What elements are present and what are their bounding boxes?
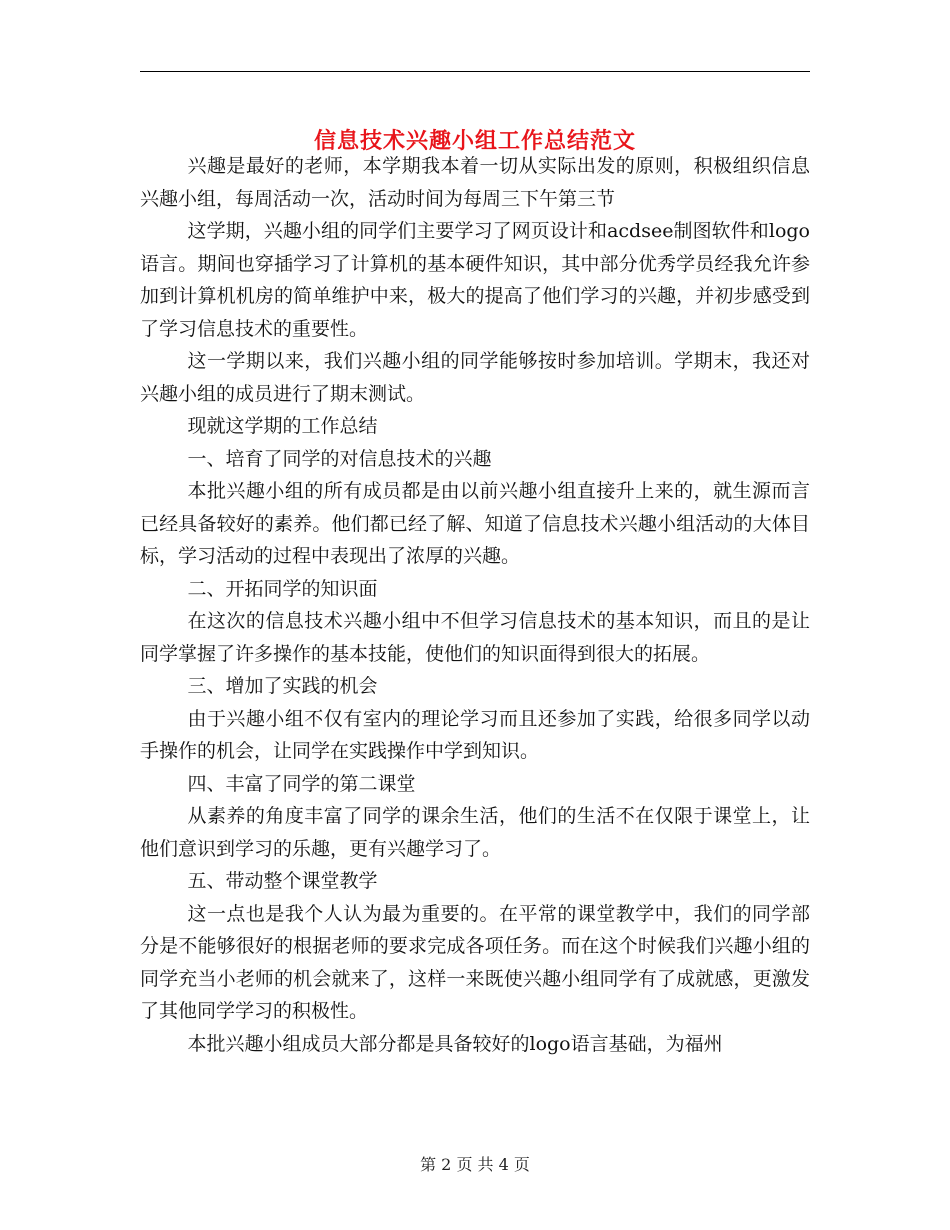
- paragraph: 在这次的信息技术兴趣小组中不但学习信息技术的基本知识，而且的是让同学掌握了许多操作的基本技能，使他们的知识面得到很大的拓展。: [140, 610, 810, 665]
- section-heading: 二、开拓同学的知识面: [187, 577, 378, 600]
- paragraph: 这一点也是我个人认为最为重要的。在平常的课堂教学中，我们的同学部分是不能够很好的根据老师的要求完成各项任务。而在这个时候我们兴趣小组的同学充当小老师的机会就来了，这样一来既使兴趣小组同学有了成就感，更激发了其他同学学习的积极性。: [140, 902, 810, 1022]
- header-rule: [140, 71, 810, 72]
- document-title: 信息技术兴趣小组工作总结范文: [313, 127, 636, 154]
- paragraph: 这一学期以来，我们兴趣小组的同学能够按时参加培训。学期末，我还对兴趣小组的成员进行了期末测试。: [140, 350, 810, 405]
- section-heading: 三、增加了实践的机会: [187, 675, 378, 697]
- paragraph: 兴趣是最好的老师，本学期我本着一切从实际出发的原则，积极组织信息兴趣小组，每周活动一次，活动时间为每周三下午第三节: [140, 155, 810, 210]
- document-body: [140, 150, 810, 1060]
- paragraph: 现就这学期的工作总结: [187, 415, 378, 437]
- paragraph: 本批兴趣小组成员大部分都是具备较好的logo语言基础，为福州: [187, 1032, 723, 1055]
- page-number-footer: 第 2 页 共 4 页: [420, 1155, 530, 1174]
- section-heading: 四、丰富了同学的第二课堂: [187, 772, 416, 795]
- paragraph: 从素养的角度丰富了同学的课余生活，他们的生活不在仅限于课堂上，让他们意识到学习的乐趣，更有兴趣学习了。: [140, 805, 810, 860]
- section-heading: 五、带动整个课堂教学: [187, 870, 378, 892]
- section-heading: 一、培育了同学的对信息技术的兴趣: [187, 447, 492, 470]
- paragraph: 本批兴趣小组的所有成员都是由以前兴趣小组直接升上来的，就生源而言已经具备较好的素养。他们都已经了解、知道了信息技术兴趣小组活动的大体目标，学习活动的过程中表现出了浓厚的兴趣。: [140, 480, 810, 567]
- paragraph: 这学期，兴趣小组的同学们主要学习了网页设计和acdsee制图软件和logo语言。期间也穿插学习了计算机的基本硬件知识，其中部分优秀学员经我允许参加到计算机机房的简单维护中来，极大的提高了他们学习的兴趣，并初步感受到了学习信息技术的重要性。: [140, 220, 810, 340]
- paragraph: 由于兴趣小组不仅有室内的理论学习而且还参加了实践，给很多同学以动手操作的机会，让同学在实践操作中学到知识。: [140, 707, 810, 762]
